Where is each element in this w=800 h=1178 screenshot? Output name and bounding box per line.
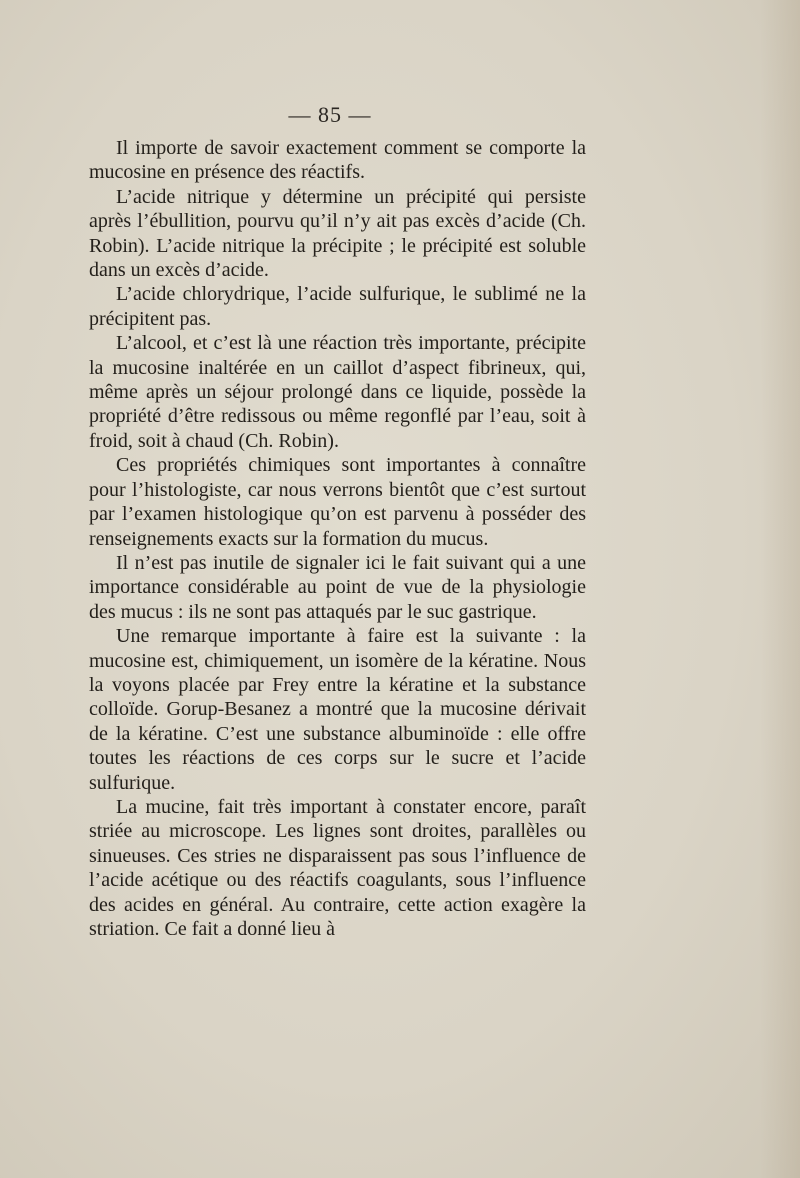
paragraph: Il importe de savoir exactement comment se comporte la mucosine en présence des réactifs. <box>89 137 586 184</box>
paragraph: L’alcool, et c’est là une réaction très importante, précipite la mucosine inaltérée en un caillot d’aspect fibrineux, qui, même après un séjour prolongé dans ce liquide, possède la propriété d’être redissous ou même regonflé par l’eau, soit à froid, soit à chaud (Ch. Robin). <box>89 332 586 452</box>
paragraph: Ces propriétés chimiques sont importantes à connaître pour l’histologiste, car nous verrons bientôt que c’est surtout par l’examen histologique qu’on est parvenu à posséder des renseignements exacts sur la formation du mucus. <box>89 454 586 550</box>
page-edge-stain <box>760 0 800 1178</box>
page-number: — 85 — <box>288 102 372 127</box>
paragraph: L’acide nitrique y détermine un précipité qui persiste après l’ébullition, pourvu qu’il n’y ait pas excès d’acide (Ch. Robin). L’acide nitrique la précipite ; le précipité est soluble dans un excès d’acide. <box>89 185 586 282</box>
paragraph: La mucine, fait très important à constater encore, paraît striée au microscope. Les lignes sont droites, parallèles ou sinueuses. Ces stries ne disparaissent pas sous l’influence de l’acide acétique ou des réactifs coagulants, sous l’influence des acides en général. Au contraire, cette action exagère la striation. Ce fait a donné lieu à <box>89 795 586 940</box>
body-text <box>89 136 586 941</box>
paragraph: Il n’est pas inutile de signaler ici le fait suivant qui a une importance considérable au point de vue de la physiologie des mucus : ils ne sont pas attaqués par le suc gastrique. <box>89 551 586 623</box>
paragraph: L’acide chlorydrique, l’acide sulfurique, le sublimé ne la précipitent pas. <box>89 283 586 330</box>
paragraph: Une remarque importante à faire est la suivante : la mucosine est, chimiquement, un isomère de la kératine. Nous la voyons placée par Frey entre la kératine et la substance colloïde. Gorup-Besanez a montré que la mucosine dérivait de la kératine. C’est une substance albuminoïde : elle offre toutes les réactions de ces corps sur le sucre et l’acide sulfurique. <box>89 625 586 794</box>
